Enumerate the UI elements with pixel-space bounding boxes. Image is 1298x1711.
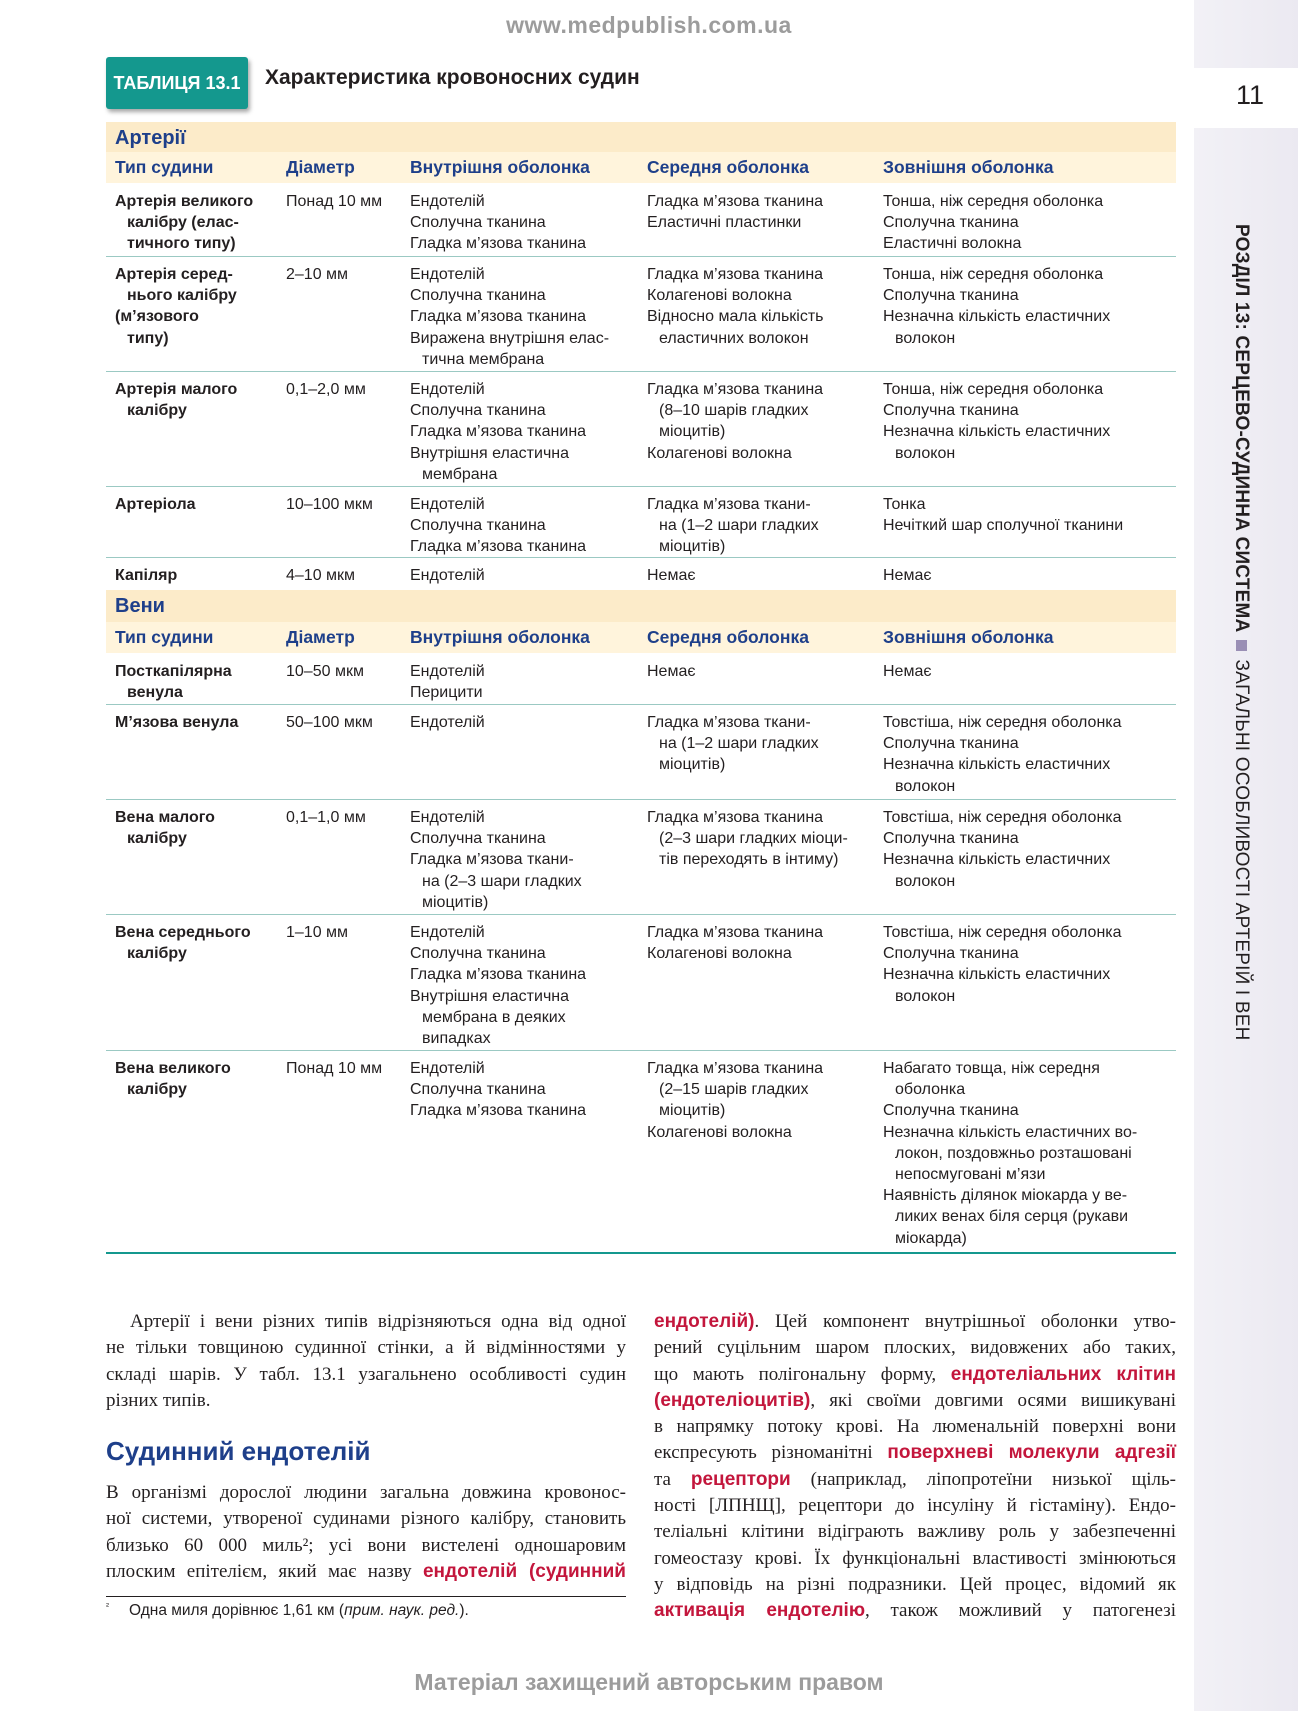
cell-line: Немає	[647, 663, 696, 680]
cell-line: Артерія серед-	[115, 266, 233, 283]
cell-line: випадках	[422, 1030, 491, 1048]
cell-line: міоцитів)	[659, 538, 726, 556]
middle-layer	[647, 1058, 823, 1143]
table-row	[106, 558, 1176, 589]
column-header: Тип судини	[115, 157, 214, 177]
cell-line: Гладка м’язова тканина	[647, 193, 824, 210]
cell-line: Гладка м’язова тканина	[647, 381, 824, 398]
vessel-diameter: 10–50 мкм	[286, 663, 364, 680]
middle-layer	[647, 264, 824, 349]
vessel-type	[115, 922, 251, 964]
outer-layer	[883, 712, 1122, 797]
cell-line: Товстіша, ніж середня оболонка	[883, 924, 1122, 941]
cell-line: міоцитів)	[659, 756, 726, 774]
cell-line: локон, поздовжньо розташовані	[895, 1144, 1132, 1162]
outer-layer	[883, 379, 1110, 464]
cell-line: (8–10 шарів гладких	[659, 402, 809, 420]
inner-layer	[410, 264, 609, 370]
cell-line: Ендотелій	[410, 809, 485, 826]
cell-line: калібру	[127, 402, 187, 420]
cell-line: Сполучна тканина	[883, 830, 1019, 848]
paragraph-text: , також можливий у патогенезі	[865, 1600, 1176, 1622]
cell-line: Гладка м’язова тканина	[647, 924, 824, 941]
cell-line: Гладка м’язова ткани-	[647, 496, 811, 513]
cell-line: Гладка м’язова тканина	[410, 235, 587, 253]
term-endothelium: ендотелій (судинний	[422, 1560, 626, 1582]
cell-line: типу)	[127, 329, 169, 347]
cell-line: Ендотелій	[410, 567, 485, 584]
middle-layer	[647, 379, 823, 464]
cell-line: М’язова венула	[115, 714, 239, 731]
column-header: Зовнішня оболонка	[883, 627, 1054, 647]
intro-line: складі шарів. У табл. 13.1 узагальнено особливості судин	[106, 1363, 626, 1385]
cell-line: Гладка м’язова тканина	[410, 308, 587, 326]
cell-line: (2–3 шари гладких міоци-	[659, 830, 848, 848]
cell-line: калібру	[127, 830, 187, 848]
column-header: Зовнішня оболонка	[883, 157, 1054, 177]
cell-line: Еластичні волокна	[883, 235, 1022, 253]
inner-layer	[410, 712, 485, 733]
vessel-diameter: 0,1–2,0 мм	[286, 381, 366, 398]
middle-layer	[647, 565, 696, 586]
cell-line: Сполучна тканина	[410, 830, 546, 848]
cell-line: Незначна кількість еластичних	[883, 851, 1111, 869]
inner-layer	[410, 1058, 586, 1122]
cell-line: Ендотелій	[410, 193, 485, 210]
cell-line: Ендотелій	[410, 266, 485, 283]
cell-line: волокон	[895, 444, 956, 462]
inner-layer	[410, 191, 586, 255]
middle-layer	[647, 494, 819, 558]
cell-line: Тонша, ніж середня оболонка	[883, 266, 1104, 283]
outer-layer	[883, 191, 1103, 255]
cell-line: Ендотелій	[410, 924, 485, 941]
cell-line: Немає	[883, 567, 932, 584]
term-endothelial-cells: ендотеліальних клітин	[950, 1363, 1176, 1385]
cell-line: еластичних волокон	[659, 329, 809, 347]
cell-line: Гладка м’язова тканина	[410, 423, 587, 441]
paragraph-text: експресують різноманітні	[654, 1442, 888, 1464]
term-adhesion-molecules: поверхневі молекули адгезії	[887, 1442, 1176, 1464]
cell-line: Ендотелій	[410, 1060, 485, 1077]
cell-line: Артерія великого	[115, 193, 254, 210]
vessel-type	[115, 191, 253, 255]
vessel-type	[115, 565, 177, 586]
outer-layer	[883, 807, 1122, 892]
cell-line: Товстіша, ніж середня оболонка	[883, 714, 1122, 731]
footnote	[106, 1601, 469, 1620]
paragraph-text: що мають полігональну форму,	[654, 1363, 951, 1385]
cell-line: волокон	[895, 777, 956, 795]
inner-layer	[410, 807, 582, 913]
cell-line: Сполучна тканина	[883, 1102, 1019, 1120]
cell-line: Сполучна тканина	[883, 735, 1019, 753]
running-head-topic: ЗАГАЛЬНІ ОСОБЛИВОСТІ АРТЕРІЙ І ВЕН	[1231, 659, 1252, 1041]
footnote-rule	[106, 1596, 626, 1597]
vessel-diameter: 2–10 мм	[286, 266, 349, 283]
cell-line: Колагенові волокна	[647, 287, 792, 305]
paragraph-line: в напрямку потоку крові. На люменальній поверхні вони	[654, 1416, 1176, 1438]
outer-layer	[883, 264, 1110, 349]
cell-line: Гладка м’язова тканина	[647, 1060, 824, 1077]
cell-line: нього калібру	[127, 287, 237, 305]
inner-layer	[410, 379, 586, 485]
square-bullet-icon	[1236, 640, 1247, 651]
vessel-diameter: 10–100 мкм	[286, 496, 373, 513]
table-row	[106, 257, 1176, 372]
cell-line: Перицити	[410, 684, 483, 702]
cell-line: Незначна кількість еластичних	[883, 966, 1111, 984]
cell-line: венула	[127, 684, 183, 702]
paragraph-line: В організмі дорослої людини загальна довжина кровонос-	[106, 1482, 626, 1503]
vessel-type	[115, 1058, 231, 1100]
cell-line: Нечіткий шар сполучної тканини	[883, 517, 1124, 535]
cell-line: калібру (елас-	[127, 214, 239, 232]
footnote-marker: ²	[106, 1601, 109, 1611]
cell-line: Гладка м’язова ткани-	[410, 851, 574, 869]
column-header: Внутрішня оболонка	[410, 157, 590, 177]
cell-line: Вена середнього	[115, 924, 251, 941]
cell-line: Набагато товща, ніж середня	[883, 1060, 1100, 1077]
inner-layer	[410, 494, 586, 558]
cell-line: Еластичні пластинки	[647, 214, 802, 232]
veins-section-label: Вени	[106, 590, 1176, 622]
vessel-type	[115, 494, 196, 515]
table-row	[106, 372, 1176, 487]
paragraph-line: теліальні клітини відіграють важливу роль у забезпеченні	[654, 1521, 1176, 1543]
right-column-paragraph	[654, 1309, 1176, 1625]
middle-layer	[647, 922, 823, 964]
vessel-type	[115, 661, 232, 703]
cell-line: Гладка м’язова ткани-	[647, 714, 811, 731]
table-title: Характеристика кровоносних судин	[265, 66, 640, 89]
outer-layer	[883, 922, 1122, 1007]
cell-line: Сполучна тканина	[883, 402, 1019, 420]
middle-layer	[647, 807, 848, 871]
paragraph-text: (наприклад, ліпопротеїни низької щіль-	[790, 1468, 1177, 1490]
table-tag: ТАБЛИЦЯ 13.1	[106, 57, 248, 109]
cell-line: Внутрішня еластична	[410, 444, 570, 462]
cell-line: Колагенові волокна	[647, 444, 792, 462]
inner-layer	[410, 922, 586, 1049]
paragraph-line: близько 60 000 миль²; усі вони вистелені одношаровим	[106, 1534, 626, 1556]
vessel-diameter: Понад 10 мм	[286, 1060, 383, 1077]
intro-paragraph	[106, 1309, 626, 1414]
cell-line: Незначна кількість еластичних во-	[883, 1123, 1138, 1141]
footnote-italic: прим. наук. ред.	[344, 1602, 460, 1620]
cell-line: міоцитів)	[659, 423, 726, 441]
cell-line: мембрана в деяких	[422, 1008, 566, 1026]
paragraph-line	[106, 1559, 626, 1585]
cell-line: (2–15 шарів гладких	[659, 1081, 809, 1099]
cell-line: Наявність ділянок міокарда у ве-	[883, 1187, 1128, 1205]
column-header: Внутрішня оболонка	[410, 627, 590, 647]
paragraph-line: рений суцільним шаром плоских, видовжених або таких,	[654, 1337, 1176, 1359]
vessel-diameter: 0,1–1,0 мм	[286, 809, 366, 826]
vessel-type	[115, 379, 237, 421]
intro-line: Артерії і вени різних типів відрізняються одна від одної	[130, 1311, 626, 1332]
cell-line: Сполучна тканина	[410, 1081, 546, 1099]
cell-line: Колагенові волокна	[647, 945, 792, 963]
term-endothelial-activation: активація ендотелію	[654, 1600, 866, 1622]
middle-layer	[647, 661, 696, 682]
paragraph-line	[654, 1440, 1176, 1466]
arteries-section-label: Артерії	[106, 122, 1176, 154]
cell-line: Незначна кількість еластичних	[883, 756, 1111, 774]
paragraph-line: ної системи, утвореної судинами різного калібру, становить	[106, 1508, 626, 1530]
cell-line: Тонша, ніж середня оболонка	[883, 193, 1104, 210]
column-header: Тип судини	[115, 627, 214, 647]
cell-line: Колагенові волокна	[647, 1123, 792, 1141]
table-row	[106, 654, 1176, 705]
cell-line: ликих венах біля серця (рукави	[895, 1208, 1129, 1226]
cell-line: волокон	[895, 872, 956, 890]
running-head-chapter: РОЗДІЛ 13: СЕРЦЕВО-СУДИННА СИСТЕМА	[1231, 224, 1252, 633]
cell-line: Сполучна тканина	[410, 287, 546, 305]
intro-line: різних типів.	[106, 1389, 211, 1411]
paragraph-line	[654, 1362, 1176, 1388]
vessel-type	[115, 807, 215, 849]
cell-line: Гладка м’язова тканина	[410, 538, 587, 556]
column-header-row	[106, 622, 1176, 653]
site-watermark[interactable]: www.medpublish.com.ua	[506, 12, 792, 38]
cell-line: Ендотелій	[410, 663, 485, 680]
column-header: Середня оболонка	[647, 157, 809, 177]
cell-line: Сполучна тканина	[883, 214, 1019, 232]
column-header-row	[106, 152, 1176, 183]
vessel-type	[115, 264, 237, 349]
vessel-diameter: 1–10 мм	[286, 924, 349, 941]
cell-line: тична мембрана	[422, 350, 545, 368]
page-number: 11	[1236, 80, 1265, 110]
column-header: Діаметр	[286, 157, 355, 177]
middle-layer	[647, 191, 823, 233]
paragraph-line	[654, 1467, 1176, 1493]
cell-line: Тонка	[883, 496, 926, 513]
section-title: Судинний ендотелій	[106, 1436, 371, 1466]
cell-line: міокарда)	[895, 1229, 967, 1247]
cell-line: Відносно мала кількість	[647, 308, 824, 326]
term-endothelium-end: ендотелій)	[654, 1311, 755, 1332]
paragraph-text: та	[654, 1468, 691, 1490]
table-row	[106, 1051, 1176, 1252]
paragraph-text: . Цей компонент внутрішньої оболонки утво-	[754, 1311, 1176, 1332]
outer-layer	[883, 661, 932, 682]
cell-line: Виражена внутрішня елас-	[410, 329, 610, 347]
vessel-diameter: Понад 10 мм	[286, 193, 383, 210]
cell-line: на (2–3 шари гладких	[422, 872, 582, 890]
cell-line: тичного типу)	[127, 235, 236, 253]
table-bottom-rule	[106, 1252, 1176, 1254]
column-header: Середня оболонка	[647, 627, 809, 647]
cell-line: Ендотелій	[410, 496, 485, 513]
cell-line: Тонша, ніж середня оболонка	[883, 381, 1104, 398]
cell-line: волокон	[895, 329, 956, 347]
cell-line: Вена малого	[115, 809, 215, 826]
cell-line: Сполучна тканина	[410, 402, 546, 420]
vessel-diameter: 50–100 мкм	[286, 714, 373, 731]
cell-line: (м’язового	[115, 308, 199, 326]
cell-line: Сполучна тканина	[883, 287, 1019, 305]
paragraph-line	[654, 1598, 1176, 1624]
cell-line: Гладка м’язова тканина	[647, 266, 824, 283]
cell-line: Посткапілярна	[115, 663, 232, 680]
cell-line: Гладка м’язова тканина	[410, 1102, 587, 1120]
copyright-watermark: Матеріал захищений авторським правом	[414, 1669, 884, 1695]
paragraph-line	[654, 1388, 1176, 1414]
cell-line: волокон	[895, 987, 956, 1005]
middle-layer	[647, 712, 819, 776]
cell-line: калібру	[127, 1081, 187, 1099]
cell-line: мембрана	[422, 465, 498, 483]
cell-line: Ендотелій	[410, 714, 485, 731]
cell-line: калібру	[127, 945, 187, 963]
cell-line: Гладка м’язова тканина	[410, 966, 587, 984]
paragraph-line: гомеостазу крові. Їх функціональні властивості змінюються	[654, 1547, 1176, 1569]
cell-line: Гладка м’язова тканина	[647, 809, 824, 826]
cell-line: Незначна кількість еластичних	[883, 308, 1111, 326]
cell-line: Товстіша, ніж середня оболонка	[883, 809, 1122, 826]
column-header: Діаметр	[286, 627, 355, 647]
footnote-end: ).	[459, 1602, 469, 1620]
paragraph-line: ності [ЛПНЩ], рецептори до інсуліну й гістаміну). Ендо-	[654, 1495, 1176, 1517]
paragraph-text: плоским епітелієм, який має назву	[106, 1560, 423, 1582]
cell-line: Артеріола	[115, 496, 196, 513]
table-row	[106, 705, 1176, 800]
paragraph-text: , які своїми довгими осями вишикувані	[810, 1389, 1176, 1411]
cell-line: на (1–2 шари гладких	[659, 735, 819, 753]
cell-line: Сполучна тканина	[410, 945, 546, 963]
term-endotheliocytes: (ендотеліоцитів)	[654, 1389, 811, 1411]
cell-line: тів переходять в інтиму)	[659, 851, 839, 869]
outer-layer	[883, 565, 932, 586]
cell-line: Сполучна тканина	[410, 517, 546, 535]
running-head	[1230, 224, 1252, 1041]
cell-line: Немає	[883, 663, 932, 680]
vessel-type	[115, 712, 238, 733]
term-receptors: рецептори	[690, 1468, 791, 1490]
cell-line: Сполучна тканина	[883, 945, 1019, 963]
cell-line: Внутрішня еластична	[410, 987, 570, 1005]
cell-line: непосмуговані м’язи	[895, 1166, 1046, 1184]
cell-line: оболонка	[895, 1081, 966, 1099]
cell-line: Вена великого	[115, 1060, 231, 1077]
intro-line: не тільки товщиною судинної стінки, а й відмінностями у	[106, 1337, 626, 1359]
cell-line: міоцитів)	[659, 1102, 726, 1120]
inner-layer	[410, 661, 485, 703]
cell-line: Артерія малого	[115, 381, 238, 398]
cell-line: Капіляр	[115, 567, 178, 584]
cell-line: Сполучна тканина	[410, 214, 546, 232]
cell-line: на (1–2 шари гладких	[659, 517, 819, 535]
cell-line: Ендотелій	[410, 381, 485, 398]
outer-layer	[883, 1058, 1137, 1249]
endothelium-paragraph	[106, 1480, 626, 1585]
cell-line: міоцитів)	[422, 893, 489, 911]
outer-layer	[883, 494, 1123, 536]
table-row	[106, 915, 1176, 1051]
inner-layer	[410, 565, 485, 586]
cell-line: Немає	[647, 567, 696, 584]
footnote-text: Одна миля дорівнює 1,61 км (	[129, 1602, 345, 1620]
paragraph-line	[654, 1309, 1176, 1335]
vessel-diameter: 4–10 мкм	[286, 567, 356, 584]
cell-line: Незначна кількість еластичних	[883, 423, 1111, 441]
table-row	[106, 800, 1176, 915]
paragraph-line: у відповідь на різні подразники. Цей процес, відомий як	[654, 1573, 1176, 1595]
table-row	[106, 487, 1176, 558]
table-row	[106, 184, 1176, 257]
